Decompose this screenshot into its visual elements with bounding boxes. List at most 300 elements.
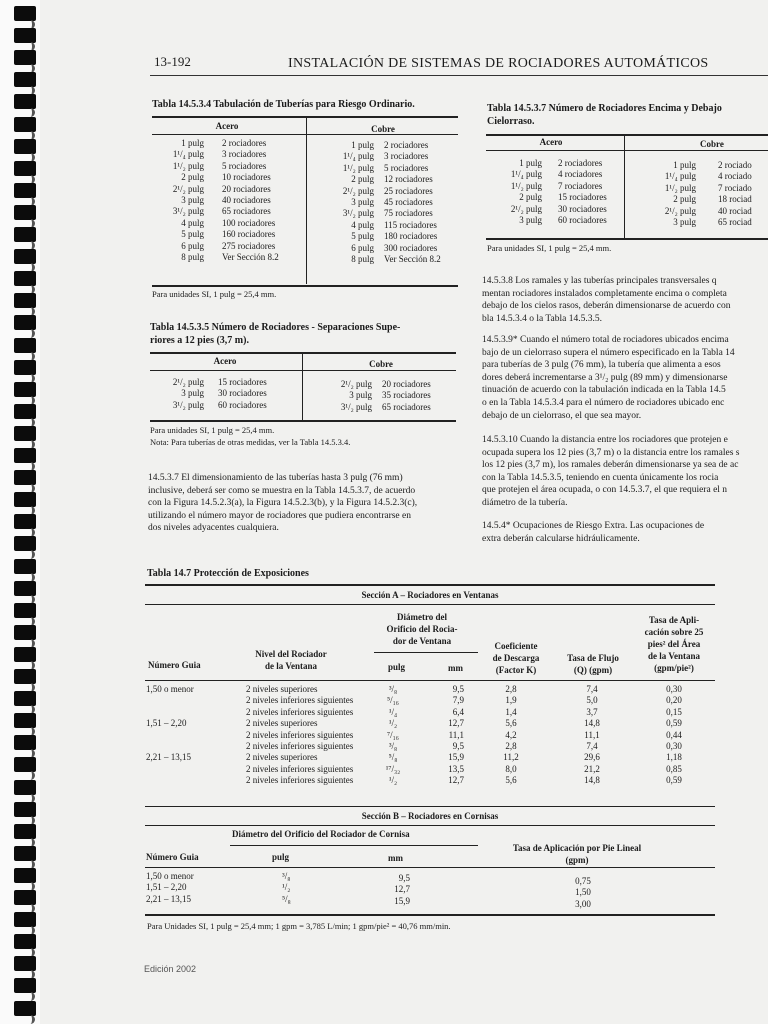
header-text: Tasa de Aplicación por Pie Lineal bbox=[512, 843, 642, 853]
table-cell: 30 rociadores bbox=[558, 203, 607, 214]
table-cell: 2 niveles inferiores siguientes bbox=[246, 763, 354, 774]
table-cell: 3 pulg bbox=[519, 215, 542, 226]
table-14537-head-acero: Acero bbox=[539, 137, 563, 147]
binding-hole bbox=[14, 470, 36, 485]
table-cell: 11,1 bbox=[584, 729, 600, 740]
table-cell: 2,21 – 13,15 bbox=[146, 752, 191, 763]
paragraph-1454 bbox=[482, 520, 768, 545]
table-14534-head-cobre: Cobre bbox=[371, 124, 395, 134]
paragraph-line: 14.5.3.7 El dimensionamiento de las tuberías hasta 3 pulg (76 mm) bbox=[148, 473, 403, 483]
table-cell: ³/₈ bbox=[388, 741, 398, 752]
table-cell: 0,59 bbox=[666, 718, 682, 729]
table-cell: 21,2 bbox=[584, 763, 600, 774]
table-rule bbox=[145, 806, 715, 807]
table-cell: 30 rociadores bbox=[218, 388, 267, 399]
table-cell: 35 rociadores bbox=[382, 390, 431, 401]
binding-hole bbox=[14, 1001, 36, 1016]
table-cell: 0,30 bbox=[666, 741, 682, 752]
table-147-col-pulg bbox=[380, 684, 406, 787]
table-cell: ¹/₂ bbox=[282, 882, 291, 893]
table-cell: 5,6 bbox=[505, 718, 517, 729]
table-147-header-nivel bbox=[236, 648, 346, 672]
binding-hole bbox=[14, 780, 36, 795]
table-cell: 8 pulg bbox=[351, 254, 374, 265]
table-cell: 0,15 bbox=[666, 706, 682, 717]
table-cell: ¹/₂ bbox=[388, 718, 398, 729]
table-cell: 15,9 bbox=[394, 895, 410, 906]
table-cell: 2,21 – 13,15 bbox=[146, 893, 191, 904]
table-cell: 2 pulg bbox=[673, 194, 696, 205]
table-cell: 2 rociado bbox=[718, 160, 752, 170]
table-cell: 1¹/₄ pulg bbox=[172, 149, 204, 160]
binding-hole bbox=[14, 890, 36, 905]
page-header-title: INSTALACIÓN DE SISTEMAS DE ROCIADORES AUTOMÁTICOS bbox=[288, 56, 709, 71]
binding-hole bbox=[14, 227, 36, 242]
table-rule bbox=[145, 825, 715, 826]
paragraph-line: diámetro de la tubería. bbox=[482, 497, 568, 508]
binding-hole bbox=[14, 846, 36, 861]
table-rule bbox=[145, 584, 715, 586]
table-cell: 6 pulg bbox=[351, 242, 374, 253]
binding-hole bbox=[14, 404, 36, 419]
table-cell: 2 rociadores bbox=[384, 140, 429, 150]
table-cell: 1,4 bbox=[505, 706, 517, 717]
table-14537-caption-line2: Cielorraso. bbox=[487, 116, 535, 127]
table-cell: 6,4 bbox=[452, 706, 464, 717]
table-cell: ⁵/₁₆ bbox=[387, 695, 399, 706]
paragraph-line: extra deberán calcularse hidráulicamente. bbox=[482, 533, 640, 544]
table-cell: 2 rociadores bbox=[222, 138, 267, 148]
paragraph-line: debajo de un cielorraso, el que sea mayor. bbox=[482, 410, 642, 421]
table-147-header-b-mm: mm bbox=[388, 853, 403, 863]
header-text: (gpm) bbox=[565, 855, 589, 865]
table-cell: 1 pulg bbox=[673, 160, 696, 170]
table-cell: 60 rociadores bbox=[218, 399, 267, 410]
paragraph-line: tinuación de acuerdo con la tabulación indicada en la Tabla 14.5 bbox=[482, 385, 726, 396]
table-cell: 4,2 bbox=[505, 729, 517, 740]
table-cell: 0,44 bbox=[666, 729, 682, 740]
table-cell: 1,18 bbox=[666, 752, 682, 763]
table-cell: 1,50 o menor bbox=[146, 871, 194, 881]
table-147-col-guia bbox=[146, 684, 236, 787]
table-147-b-col-mm bbox=[384, 873, 410, 907]
table-cell: 12,7 bbox=[394, 884, 410, 895]
table-14535-note2: Nota: Para tuberías de otras medidas, ver la Tabla 14.5.3.4. bbox=[150, 437, 351, 447]
table-14537-acero-counts bbox=[558, 158, 622, 226]
table-cell: 3¹/₂ pulg bbox=[340, 401, 372, 412]
table-cell: 2 pulg bbox=[519, 192, 542, 203]
binding-hole bbox=[14, 647, 36, 662]
header-text: Tasa de Apli- bbox=[648, 615, 700, 625]
binding-hole bbox=[14, 249, 36, 264]
header-text: dor de Ventana bbox=[392, 636, 452, 646]
table-cell: 10 rociadores bbox=[222, 172, 271, 183]
table-14535-head-acero: Acero bbox=[213, 356, 237, 366]
table-cell: 1¹/₂ pulg bbox=[510, 180, 542, 191]
binding-hole bbox=[14, 536, 36, 551]
table-cell: 25 rociadores bbox=[384, 185, 433, 196]
table-cell bbox=[146, 741, 236, 752]
table-cell: 0,30 bbox=[666, 684, 682, 694]
table-14534-acero-counts bbox=[222, 138, 302, 263]
table-cell: 7,4 bbox=[586, 741, 598, 752]
table-14535-cobre-counts bbox=[382, 379, 456, 413]
table-cell: 115 rociadores bbox=[384, 219, 437, 230]
table-cell: 2 rociadores bbox=[558, 158, 603, 168]
paragraph-14539 bbox=[482, 334, 768, 422]
table-147-header-guia: Número Guia bbox=[148, 660, 201, 670]
binding-hole bbox=[14, 338, 36, 353]
table-cell: 3¹/₂ pulg bbox=[172, 399, 204, 410]
page-number: 13-192 bbox=[154, 54, 191, 69]
table-cell: 40 rociad bbox=[718, 205, 752, 216]
table-147-col-q bbox=[574, 684, 610, 787]
table-cell: 2,8 bbox=[505, 741, 517, 752]
table-cell: 65 rociad bbox=[718, 217, 752, 228]
paragraph-line: o en la Tabla 14.5.3.4 para el número de rociadores ubicado enc bbox=[482, 397, 725, 408]
paragraph-line: 14.5.3.8 Los ramales y las tuberías principales transversales q bbox=[482, 276, 717, 286]
paragraph-line: bla 14.5.3.4 o la Tabla 14.5.3.5. bbox=[482, 313, 603, 324]
paragraph-line: 14.5.3.9* Cuando el número total de rociadores ubicados encima bbox=[482, 335, 729, 345]
table-cell: 11,2 bbox=[503, 752, 519, 763]
table-147-header-mm: mm bbox=[448, 663, 463, 673]
table-cell: 5 rociadores bbox=[222, 160, 267, 171]
table-cell: 1¹/₄ pulg bbox=[342, 151, 374, 162]
table-14534-cobre-counts bbox=[384, 140, 456, 265]
table-14535-caption-line2: riores a 12 pies (3,7 m). bbox=[150, 335, 249, 346]
binding-hole bbox=[14, 802, 36, 817]
table-cell: 2 niveles superiores bbox=[246, 684, 318, 694]
table-cell: 2¹/₂ pulg bbox=[342, 185, 374, 196]
header-text: pies² del Área bbox=[647, 639, 701, 649]
table-cell: 13,5 bbox=[448, 763, 464, 774]
binding-hole bbox=[14, 448, 36, 463]
table-cell: 1¹/₂ pulg bbox=[172, 160, 204, 171]
paragraph-line: que protejen el área ocupada, o con 14.5.3.7, el que requiera el n bbox=[482, 485, 728, 496]
table-cell: 4 rociado bbox=[718, 171, 752, 182]
header-text: Tasa de Flujo bbox=[567, 653, 619, 663]
table-147-section-a: Sección A – Rociadores en Ventanas bbox=[361, 590, 499, 600]
table-cell: 12,7 bbox=[448, 775, 464, 786]
table-cell: 1,51 – 2,20 bbox=[146, 718, 187, 729]
header-text: de la Ventana bbox=[647, 651, 700, 661]
table-cell: ³/₈ bbox=[282, 871, 291, 881]
table-147-col-k bbox=[494, 684, 528, 787]
table-14537-cobre-counts bbox=[718, 160, 768, 228]
table-cell: 3 pulg bbox=[349, 390, 372, 401]
binding-hole bbox=[14, 603, 36, 618]
table-cell: 3 pulg bbox=[181, 195, 204, 206]
table-cell: 0,59 bbox=[666, 775, 682, 786]
table-divider bbox=[306, 118, 307, 284]
table-cell: 2¹/₂ pulg bbox=[510, 203, 542, 214]
table-cell: 1 pulg bbox=[351, 140, 374, 150]
table-cell: 2 niveles inferiores siguientes bbox=[246, 695, 354, 706]
header-rule bbox=[150, 75, 768, 76]
table-14535-acero-counts bbox=[218, 377, 298, 411]
table-cell: 20 rociadores bbox=[382, 379, 431, 389]
binding-hole bbox=[14, 713, 36, 728]
table-cell: ⁵/₈ bbox=[388, 752, 398, 763]
table-cell: 4 pulg bbox=[351, 219, 374, 230]
table-cell: 3,00 bbox=[575, 898, 591, 909]
table-cell: 4 pulg bbox=[181, 217, 204, 228]
table-cell: 12 rociadores bbox=[384, 174, 433, 185]
table-cell: 3 pulg bbox=[673, 217, 696, 228]
table-14537-cobre-sizes bbox=[640, 160, 696, 228]
table-147-header-b-diametro: Diámetro del Orificio del Rociador de Cornisa bbox=[232, 829, 410, 839]
table-cell: ¹/₂ bbox=[388, 775, 398, 786]
paragraph-line: con la Figura 14.5.2.3(a), la Figura 14.5.2.3(b), y la Figura 14.5.2.3(c), bbox=[148, 498, 418, 509]
table-cell: 160 rociadores bbox=[222, 229, 276, 240]
table-cell: 5,6 bbox=[505, 775, 517, 786]
table-14534-acero-sizes bbox=[150, 138, 204, 263]
table-14534-caption: Tabla 14.5.3.4 Tabulación de Tuberías para Riesgo Ordinario. bbox=[152, 99, 415, 110]
table-cell: 7,4 bbox=[586, 684, 598, 694]
table-cell: 2 niveles inferiores siguientes bbox=[246, 729, 354, 740]
binding-hole bbox=[14, 50, 36, 65]
table-cell: 2 niveles inferiores siguientes bbox=[246, 775, 354, 786]
paragraph-14537 bbox=[148, 472, 456, 535]
table-cell: 2¹/₂ pulg bbox=[172, 377, 204, 387]
paragraph-line: 14.5.3.10 Cuando la distancia entre los rociadores que protejen e bbox=[482, 435, 728, 445]
table-cell: 3¹/₂ pulg bbox=[342, 208, 374, 219]
binding-hole bbox=[14, 514, 36, 529]
binding-hole bbox=[14, 161, 36, 176]
table-cell: 2 niveles inferiores siguientes bbox=[246, 706, 354, 717]
binding-hole bbox=[14, 559, 36, 574]
binding-hole bbox=[14, 72, 36, 87]
table-cell: Ver Sección 8.2 bbox=[222, 252, 279, 263]
table-cell: 14,8 bbox=[584, 775, 600, 786]
table-147-note: Para Unidades SI, 1 pulg = 25,4 mm; 1 gpm = 3,785 L/min; 1 gpm/pie² = 40,76 mm/min. bbox=[147, 921, 451, 931]
paragraph-line: ocupada supera los 12 pies (3,7 m) o la distancia entre los ramales s bbox=[482, 447, 740, 458]
table-rule bbox=[152, 116, 458, 118]
table-147-caption: Tabla 14.7 Protección de Exposiciones bbox=[147, 568, 309, 579]
binding-hole bbox=[14, 934, 36, 949]
paragraph-line: dores deberá incrementarse a 3¹/₂ pulg (89 mm) y dimensionarse bbox=[482, 372, 728, 383]
table-147-section-b: Sección B – Rociadores en Cornisas bbox=[361, 811, 499, 821]
table-rule bbox=[152, 134, 458, 135]
table-cell: 65 rociadores bbox=[222, 206, 271, 217]
table-14537-head-cobre: Cobre bbox=[700, 139, 724, 149]
binding-hole bbox=[14, 912, 36, 927]
table-cell: 2 pulg bbox=[181, 172, 204, 183]
table-cell: 0,20 bbox=[666, 695, 682, 706]
table-147-header-b-tasa bbox=[490, 842, 664, 866]
binding-hole bbox=[14, 669, 36, 684]
table-rule bbox=[230, 845, 478, 846]
table-cell: 5,0 bbox=[586, 695, 598, 706]
table-14535-caption-line1: Tabla 14.5.3.5 Número de Rociadores - Separaciones Supe- bbox=[150, 322, 401, 333]
binding-hole bbox=[14, 205, 36, 220]
paragraph-line: dos niveles adyacentes cualquiera. bbox=[148, 523, 279, 534]
table-14535-acero-sizes bbox=[148, 377, 204, 411]
table-cell: 75 rociadores bbox=[384, 208, 433, 219]
table-cell: 3,7 bbox=[586, 706, 598, 717]
table-cell: 12,7 bbox=[448, 718, 464, 729]
header-text: (gpm/pie²) bbox=[654, 663, 694, 673]
table-147-header-diametro bbox=[370, 611, 474, 647]
table-147-b-col-pulg bbox=[282, 871, 302, 905]
binding-hole bbox=[14, 382, 36, 397]
paragraph-line: mentan rociadores instalados completamente encima o completa bbox=[482, 288, 727, 299]
table-cell: 1¹/₂ pulg bbox=[664, 182, 696, 193]
header-text: de Descarga bbox=[492, 653, 540, 663]
table-cell: 60 rociadores bbox=[558, 215, 607, 226]
table-cell: 100 rociadores bbox=[222, 217, 276, 228]
binding-hole bbox=[14, 956, 36, 971]
table-cell bbox=[146, 764, 236, 775]
paragraph-line: bajo de un cielorraso supera el número especificado en la Tabla 14 bbox=[482, 347, 735, 358]
header-text: (Factor K) bbox=[495, 665, 537, 675]
binding-hole bbox=[14, 426, 36, 441]
table-147-b-col-guia bbox=[146, 871, 236, 905]
table-cell: ¹/₄ bbox=[388, 706, 398, 717]
table-cell: 15 rociadores bbox=[218, 377, 267, 387]
table-rule bbox=[145, 867, 715, 868]
table-147-col-nivel bbox=[246, 684, 376, 787]
binding-hole bbox=[14, 581, 36, 596]
binding-hole bbox=[14, 94, 36, 109]
binding-hole bbox=[14, 271, 36, 286]
table-cell: 7 rociado bbox=[718, 182, 752, 193]
table-rule bbox=[150, 370, 456, 371]
table-cell: 5 pulg bbox=[181, 229, 204, 240]
table-rule bbox=[486, 134, 768, 136]
table-147-b-col-tasa bbox=[566, 876, 600, 910]
table-cell: 15,9 bbox=[448, 752, 464, 763]
table-cell: ³/₈ bbox=[388, 684, 398, 694]
table-cell bbox=[146, 695, 236, 706]
table-cell: 275 rociadores bbox=[222, 240, 276, 251]
table-cell: 2 pulg bbox=[351, 174, 374, 185]
table-147-col-tasa bbox=[656, 684, 692, 787]
table-cell: 2¹/₂ pulg bbox=[172, 183, 204, 194]
spiral-binding bbox=[0, 0, 40, 1024]
table-cell: 45 rociadores bbox=[384, 197, 433, 208]
table-cell: 40 rociadores bbox=[222, 195, 271, 206]
table-cell: 2¹/₂ pulg bbox=[340, 379, 372, 389]
table-cell: 20 rociadores bbox=[222, 183, 271, 194]
table-14537-acero-sizes bbox=[484, 158, 542, 226]
table-cell: 3 pulg bbox=[351, 197, 374, 208]
table-cell: 11,1 bbox=[448, 729, 464, 740]
binding-hole bbox=[14, 492, 36, 507]
table-cell bbox=[146, 730, 236, 741]
binding-hole bbox=[14, 868, 36, 883]
header-text: Diámetro del bbox=[396, 612, 448, 622]
table-cell: 3 rociadores bbox=[222, 149, 267, 160]
table-cell: 7,9 bbox=[452, 695, 464, 706]
binding-hole bbox=[14, 183, 36, 198]
table-cell: 2 niveles inferiores siguientes bbox=[246, 741, 354, 752]
table-cell: 18 rociad bbox=[718, 194, 752, 205]
table-14535-head-cobre: Cobre bbox=[369, 359, 393, 369]
table-cell: 1 pulg bbox=[181, 138, 204, 148]
table-cell: ⁷/₁₆ bbox=[387, 729, 399, 740]
table-14534-cobre-sizes bbox=[320, 140, 374, 265]
table-rule bbox=[145, 604, 715, 605]
table-cell: 9,5 bbox=[398, 873, 410, 883]
table-rule bbox=[145, 680, 715, 681]
table-cell: Ver Sección 8.2 bbox=[384, 254, 441, 265]
paragraph-line: inclusive, deberá ser como se muestra en la Tabla 14.5.3.7, de acuerdo bbox=[148, 485, 416, 496]
table-cell: 1¹/₄ pulg bbox=[664, 171, 696, 182]
table-cell: 2,8 bbox=[505, 684, 517, 694]
paragraph-line: los 12 pies (3,7 m), los ramales deberán dimensionarse ya sea de ac bbox=[482, 460, 739, 471]
table-cell: 3 pulg bbox=[181, 388, 204, 399]
table-cell: 7 rociadores bbox=[558, 180, 603, 191]
header-text: Orificio del Rocia- bbox=[386, 624, 458, 634]
header-text: (Q) (gpm) bbox=[573, 665, 613, 675]
table-cell: 5 rociadores bbox=[384, 162, 429, 173]
table-cell: 2 niveles superiores bbox=[246, 752, 318, 763]
paragraph-line: con la Tabla 14.5.3.5, teniendo en cuenta únicamente los rocia bbox=[482, 472, 719, 483]
table-rule bbox=[152, 285, 458, 287]
table-cell: 1,9 bbox=[505, 695, 517, 706]
table-cell: 15 rociadores bbox=[558, 192, 607, 203]
binding-ring bbox=[20, 1015, 35, 1024]
table-147-header-flujo bbox=[554, 652, 632, 676]
table-cell: 0,85 bbox=[666, 763, 682, 774]
table-cell: 1,51 – 2,20 bbox=[146, 882, 187, 893]
table-cell: 1,50 o menor bbox=[146, 684, 194, 694]
binding-hole bbox=[14, 360, 36, 375]
table-cell: 1,50 bbox=[575, 887, 591, 898]
table-14537-note: Para unidades SI, 1 pulg = 25,4 mm. bbox=[487, 243, 612, 253]
table-cell: 300 rociadores bbox=[384, 242, 438, 253]
binding-hole bbox=[14, 757, 36, 772]
table-cell: 1¹/₄ pulg bbox=[510, 169, 542, 180]
table-rule bbox=[150, 352, 456, 354]
table-cell: 3¹/₂ pulg bbox=[172, 206, 204, 217]
binding-hole bbox=[14, 978, 36, 993]
table-cell: ¹⁷/₃₂ bbox=[385, 763, 401, 774]
table-cell: 1 pulg bbox=[519, 158, 542, 168]
binding-hole bbox=[14, 691, 36, 706]
table-cell: 3 rociadores bbox=[384, 151, 429, 162]
table-cell: 8 pulg bbox=[181, 252, 204, 263]
binding-hole bbox=[14, 625, 36, 640]
table-cell: ⁵/₈ bbox=[282, 893, 291, 904]
binding-hole bbox=[14, 6, 36, 21]
table-divider bbox=[624, 136, 625, 238]
table-cell: 9,5 bbox=[452, 741, 464, 752]
table-14534-head-acero: Acero bbox=[215, 121, 239, 131]
header-text: cación sobre 25 bbox=[644, 627, 704, 637]
table-cell: 14,8 bbox=[584, 718, 600, 729]
edition-footer: Edición 2002 bbox=[144, 964, 197, 974]
header-text: de la Ventana bbox=[264, 661, 317, 671]
binding-hole bbox=[14, 139, 36, 154]
binding-hole bbox=[14, 735, 36, 750]
table-cell: 2¹/₂ pulg bbox=[664, 205, 696, 216]
paragraph-line: utilizando el número mayor de rociadores que pudiera encontrarse en bbox=[148, 510, 411, 521]
binding-hole bbox=[14, 824, 36, 839]
table-cell: 5 pulg bbox=[351, 231, 374, 242]
table-rule bbox=[374, 652, 478, 653]
table-rule bbox=[486, 238, 768, 240]
header-text: Coeficiente bbox=[494, 641, 538, 651]
table-rule bbox=[486, 150, 768, 151]
table-rule bbox=[150, 420, 456, 422]
table-rule bbox=[145, 914, 715, 916]
table-147-header-b-pulg: pulg bbox=[272, 852, 290, 862]
binding-hole bbox=[14, 315, 36, 330]
paragraph-line: debajo de los cielos rasos, deberán dimensionarse de acuerdo con bbox=[482, 301, 731, 312]
table-cell: 29,6 bbox=[584, 752, 600, 763]
